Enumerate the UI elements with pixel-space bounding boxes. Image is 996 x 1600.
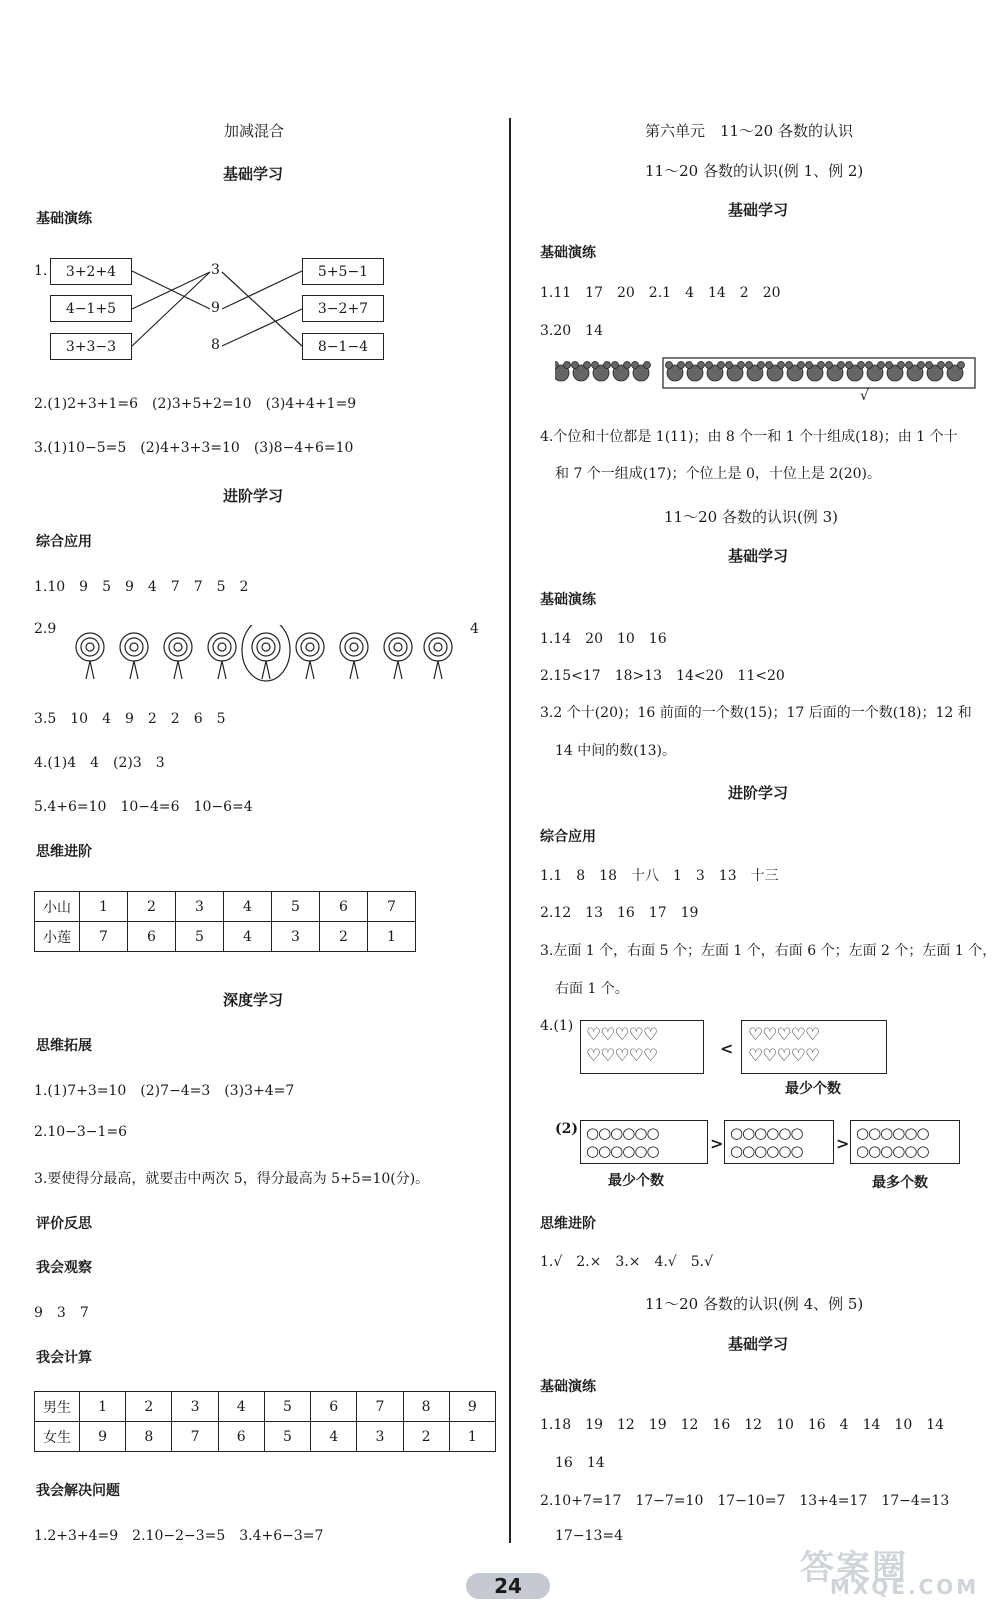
l3-a2-line1: 2.10+7=17 17−7=10 17−10=7 13+4=17 17−4=13 bbox=[540, 1493, 950, 1509]
expr-box-right-3: 8−1−4 bbox=[302, 333, 384, 360]
table-cell: 7 bbox=[368, 892, 416, 922]
lesson2-section-basic: 基础学习 bbox=[728, 547, 789, 565]
lesson2-subsection-thinking: 思维进阶 bbox=[540, 1216, 596, 1232]
table-cell: 1 bbox=[368, 922, 416, 952]
l2-a1-answer: 1.14 20 10 16 bbox=[540, 631, 667, 647]
subsection-basic-drill: 基础演练 bbox=[36, 211, 92, 227]
l1-a4-line1: 4.个位和十位都是 1(11)；由 8 个一和 1 个十组成(18)；由 1 个十 bbox=[540, 429, 958, 445]
hearts-row: ♡♡♡♡♡ bbox=[748, 1025, 820, 1045]
table-cell: 7 bbox=[172, 1422, 218, 1452]
table-cell: 2 bbox=[128, 892, 176, 922]
l2-b4-label1: 4.(1) bbox=[540, 1018, 574, 1034]
q3-answer: 3.(1)10−5=5 (2)4+3+3=10 (3)8−4+6=10 bbox=[34, 440, 354, 456]
l3-a1-line2: 16 14 bbox=[555, 1455, 605, 1471]
table-cell: 小莲 bbox=[35, 922, 80, 952]
table-cell: 5 bbox=[264, 1422, 310, 1452]
table-cell: 2 bbox=[126, 1392, 172, 1422]
circles-row: ○○○○○○ bbox=[586, 1124, 659, 1142]
table-cell: 女生 bbox=[35, 1422, 80, 1452]
circles-row: ○○○○○○ bbox=[856, 1142, 929, 1160]
table-row bbox=[35, 892, 416, 922]
lesson3-subsection-drill: 基础演练 bbox=[540, 1379, 596, 1395]
table-cell: 6 bbox=[311, 1392, 357, 1422]
circles-row: ○○○○○○ bbox=[586, 1142, 659, 1160]
table-cell: 5 bbox=[272, 892, 320, 922]
table-cell: 9 bbox=[80, 1422, 126, 1452]
least-label-2: 最少个数 bbox=[608, 1173, 664, 1189]
table-cell: 7 bbox=[357, 1392, 403, 1422]
hearts-row: ♡♡♡♡♡ bbox=[748, 1046, 820, 1066]
table-cell: 3 bbox=[176, 892, 224, 922]
table-cell: 4 bbox=[311, 1422, 357, 1452]
subsection-expansion: 思维拓展 bbox=[36, 1038, 92, 1054]
matching-lines bbox=[0, 0, 520, 380]
l2-a3-line1: 3.2 个十(20)；16 前面的一个数(15)；17 后面的一个数(18)；12 和 bbox=[540, 705, 972, 721]
circles-row: ○○○○○○ bbox=[856, 1124, 929, 1142]
d1-answer: 1.(1)7+3=10 (2)7−4=3 (3)3+4=7 bbox=[34, 1083, 295, 1099]
mid-number-3: 8 bbox=[211, 337, 220, 353]
table-row bbox=[35, 1422, 496, 1452]
unit-title: 第六单元 11～20 各数的认识 bbox=[645, 122, 853, 140]
lesson1-subsection-drill: 基础演练 bbox=[540, 245, 596, 261]
lesson2-subsection-application: 综合应用 bbox=[540, 829, 596, 845]
q1-label: 1. bbox=[34, 263, 48, 279]
l1-a4-line2: 和 7 个一组成(17)；个位上是 0，十位上是 2(20)。 bbox=[555, 466, 881, 482]
table-cell: 3 bbox=[272, 922, 320, 952]
subsection-evaluation: 评价反思 bbox=[36, 1216, 92, 1232]
l3-a2-line2: 17−13=4 bbox=[555, 1528, 623, 1544]
solve-answer: 1.2+3+4=9 2.10−2−3=5 3.4+6−3=7 bbox=[34, 1528, 324, 1544]
table-cell: 1 bbox=[80, 892, 128, 922]
table-cell: 男生 bbox=[35, 1392, 80, 1422]
l2-a2-answer: 2.15<17 18>13 14<20 11<20 bbox=[540, 668, 785, 684]
subsection-thinking: 思维进阶 bbox=[36, 844, 92, 860]
l1-a1-answer: 1.11 17 20 2.1 4 14 2 20 bbox=[540, 285, 781, 301]
expr-box-right-2: 3−2+7 bbox=[302, 295, 384, 322]
lesson3-section-basic: 基础学习 bbox=[728, 1335, 789, 1353]
lesson2-section-advanced: 进阶学习 bbox=[728, 784, 789, 802]
lollipops-image bbox=[70, 625, 460, 685]
d3-answer: 3.要使得分最高，就要击中两次 5，得分最高为 5+5=10(分)。 bbox=[34, 1171, 430, 1187]
section-deep-learning: 深度学习 bbox=[223, 991, 284, 1009]
mice-row-image bbox=[555, 355, 995, 405]
watermark-url: MXQE.COM bbox=[830, 1575, 980, 1599]
most-label: 最多个数 bbox=[872, 1175, 928, 1191]
mid-number-2: 9 bbox=[211, 300, 220, 316]
subsection-application: 综合应用 bbox=[36, 534, 92, 550]
q2-answer: 2.(1)2+3+1=6 (2)3+5+2=10 (3)4+4+1=9 bbox=[34, 396, 357, 412]
a4-answer: 4.(1)4 4 (2)3 3 bbox=[34, 755, 165, 771]
section-advanced-learning: 进阶学习 bbox=[223, 487, 284, 505]
table-cell: 小山 bbox=[35, 892, 80, 922]
table-cell: 7 bbox=[80, 922, 128, 952]
greater-than-sign-2: > bbox=[836, 1134, 850, 1153]
lesson1-section-basic: 基础学习 bbox=[728, 201, 789, 219]
l1-a3-answer: 3.20 14 bbox=[540, 323, 603, 339]
a5-answer: 5.4+6=10 10−4=6 10−6=4 bbox=[34, 799, 253, 815]
table-cell: 4 bbox=[218, 1392, 264, 1422]
lesson2-subsection-drill: 基础演练 bbox=[540, 592, 596, 608]
table-boys-girls bbox=[34, 1391, 496, 1452]
lesson3-title: 11～20 各数的认识(例 4、例 5) bbox=[645, 1295, 864, 1313]
table-cell: 4 bbox=[224, 922, 272, 952]
table-row bbox=[35, 922, 416, 952]
table-cell: 1 bbox=[449, 1422, 495, 1452]
l3-a1-line1: 1.18 19 12 19 12 16 12 10 16 4 14 10 14 bbox=[540, 1417, 945, 1433]
section-basic-learning: 基础学习 bbox=[223, 165, 284, 183]
l2-b3-line1: 3.左面 1 个，右面 5 个；左面 1 个，右面 6 个；左面 2 个；左面 1 个， bbox=[540, 943, 996, 959]
table-cell: 6 bbox=[218, 1422, 264, 1452]
expr-box-left-1: 3+2+4 bbox=[50, 258, 132, 285]
l2-c1-answer: 1.√ 2.× 3.× 4.√ 5.√ bbox=[540, 1254, 714, 1270]
table-cell: 4 bbox=[224, 892, 272, 922]
table-cell: 3 bbox=[172, 1392, 218, 1422]
l2-b1-answer: 1.1 8 18 十八 1 3 13 十三 bbox=[540, 868, 779, 884]
table-cell: 2 bbox=[403, 1422, 449, 1452]
subsection-solve: 我会解决问题 bbox=[36, 1483, 120, 1499]
observe-answer: 9 3 7 bbox=[34, 1305, 89, 1321]
expr-box-left-2: 4−1+5 bbox=[50, 295, 132, 322]
expr-box-right-1: 5+5−1 bbox=[302, 258, 384, 285]
d2-answer: 2.10−3−1=6 bbox=[34, 1124, 128, 1140]
table-cell: 3 bbox=[357, 1422, 403, 1452]
least-label-1: 最少个数 bbox=[785, 1081, 841, 1097]
hearts-row: ♡♡♡♡♡ bbox=[586, 1046, 658, 1066]
check-mark: √ bbox=[860, 388, 869, 404]
table-cell: 8 bbox=[403, 1392, 449, 1422]
watermark-logo: 答案圈 bbox=[800, 1548, 908, 1588]
a3-answer: 3.5 10 4 9 2 2 6 5 bbox=[34, 711, 226, 727]
subsection-observe: 我会观察 bbox=[36, 1260, 92, 1276]
less-than-sign: < bbox=[720, 1039, 734, 1058]
table-row bbox=[35, 1392, 496, 1422]
page-number: 24 bbox=[466, 1573, 550, 1599]
l2-b2-answer: 2.12 13 16 17 19 bbox=[540, 905, 699, 921]
subsection-calculate: 我会计算 bbox=[36, 1350, 92, 1366]
greater-than-sign-1: > bbox=[710, 1134, 724, 1153]
a2-label: 2.9 bbox=[34, 621, 57, 637]
table-cell: 5 bbox=[264, 1392, 310, 1422]
table-cell: 8 bbox=[126, 1422, 172, 1452]
circles-row: ○○○○○○ bbox=[730, 1124, 803, 1142]
lesson2-title: 11～20 各数的认识(例 3) bbox=[664, 508, 838, 526]
a1-answer: 1.10 9 5 9 4 7 7 5 2 bbox=[34, 579, 249, 595]
l2-a3-line2: 14 中间的数(13)。 bbox=[555, 743, 677, 759]
expr-box-left-3: 3+3−3 bbox=[50, 333, 132, 360]
l2-b4-label2: (2) bbox=[555, 1121, 578, 1137]
mid-number-1: 3 bbox=[211, 262, 220, 278]
left-title: 加减混合 bbox=[224, 122, 285, 140]
table-xiaoshan-xiaolian bbox=[34, 891, 416, 952]
l2-b3-line2: 右面 1 个。 bbox=[555, 981, 629, 997]
lesson1-title: 11～20 各数的认识(例 1、例 2) bbox=[645, 162, 864, 180]
table-cell: 6 bbox=[320, 892, 368, 922]
hearts-row: ♡♡♡♡♡ bbox=[586, 1025, 658, 1045]
table-cell: 9 bbox=[449, 1392, 495, 1422]
table-cell: 1 bbox=[80, 1392, 126, 1422]
table-cell: 6 bbox=[128, 922, 176, 952]
a2-right-number: 4 bbox=[470, 621, 479, 637]
table-cell: 5 bbox=[176, 922, 224, 952]
table-cell: 2 bbox=[320, 922, 368, 952]
circles-row: ○○○○○○ bbox=[730, 1142, 803, 1160]
